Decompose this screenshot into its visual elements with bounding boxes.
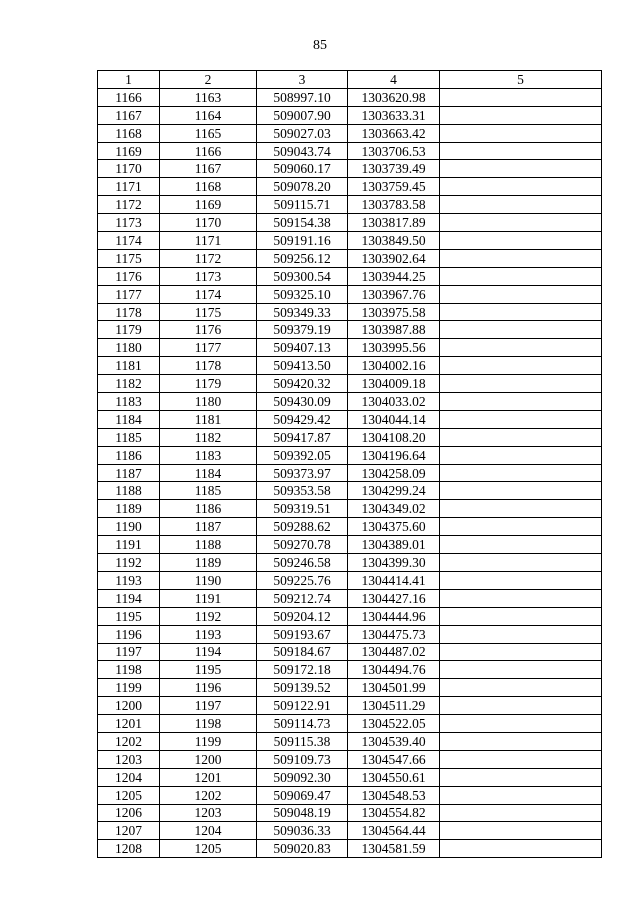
- cell-source-number: 1191: [160, 589, 257, 607]
- cell-source-number: 1166: [160, 142, 257, 160]
- cell-coordinate-y: 1304522.05: [348, 715, 440, 733]
- cell-coordinate-x: 509413.50: [257, 357, 348, 375]
- cell-coordinate-x: 509212.74: [257, 589, 348, 607]
- cell-note: [440, 106, 602, 124]
- cell-coordinate-y: 1303739.49: [348, 160, 440, 178]
- table-row: [98, 643, 602, 661]
- cell-source-number: 1178: [160, 357, 257, 375]
- table-row: [98, 661, 602, 679]
- cell-source-number: 1182: [160, 428, 257, 446]
- cell-note: [440, 232, 602, 250]
- table-row: [98, 124, 602, 142]
- cell-coordinate-x: 509184.67: [257, 643, 348, 661]
- cell-note: [440, 840, 602, 858]
- table-row: [98, 106, 602, 124]
- table-row: [98, 607, 602, 625]
- cell-source-number: 1187: [160, 518, 257, 536]
- table-row: [98, 822, 602, 840]
- cell-coordinate-y: 1304427.16: [348, 589, 440, 607]
- cell-note: [440, 214, 602, 232]
- cell-point-number: 1207: [98, 822, 160, 840]
- cell-source-number: 1177: [160, 339, 257, 357]
- cell-coordinate-y: 1304547.66: [348, 750, 440, 768]
- cell-coordinate-x: 509288.62: [257, 518, 348, 536]
- table-row: [98, 339, 602, 357]
- cell-point-number: 1185: [98, 428, 160, 446]
- cell-note: [440, 822, 602, 840]
- cell-coordinate-x: 509319.51: [257, 500, 348, 518]
- cell-note: [440, 643, 602, 661]
- cell-note: [440, 393, 602, 411]
- table-row: [98, 232, 602, 250]
- table-body: [98, 88, 602, 857]
- cell-note: [440, 124, 602, 142]
- table-row: [98, 732, 602, 750]
- cell-note: [440, 554, 602, 572]
- table-row: [98, 554, 602, 572]
- cell-point-number: 1179: [98, 321, 160, 339]
- table-row: [98, 249, 602, 267]
- cell-coordinate-y: 1304399.30: [348, 554, 440, 572]
- cell-point-number: 1191: [98, 536, 160, 554]
- table-row: [98, 804, 602, 822]
- table-row: [98, 786, 602, 804]
- cell-coordinate-x: 509300.54: [257, 267, 348, 285]
- cell-source-number: 1193: [160, 625, 257, 643]
- cell-note: [440, 786, 602, 804]
- cell-note: [440, 446, 602, 464]
- table-row: [98, 571, 602, 589]
- cell-coordinate-x: 509204.12: [257, 607, 348, 625]
- cell-coordinate-x: 509069.47: [257, 786, 348, 804]
- cell-coordinate-x: 509256.12: [257, 249, 348, 267]
- cell-coordinate-x: 509349.33: [257, 303, 348, 321]
- table-row: [98, 321, 602, 339]
- cell-coordinate-y: 1304258.09: [348, 464, 440, 482]
- cell-note: [440, 589, 602, 607]
- cell-coordinate-y: 1304414.41: [348, 571, 440, 589]
- cell-coordinate-x: 509430.09: [257, 393, 348, 411]
- cell-note: [440, 715, 602, 733]
- cell-coordinate-y: 1303759.45: [348, 178, 440, 196]
- cell-point-number: 1200: [98, 697, 160, 715]
- cell-coordinate-x: 509060.17: [257, 160, 348, 178]
- cell-coordinate-y: 1304009.18: [348, 375, 440, 393]
- cell-coordinate-y: 1304548.53: [348, 786, 440, 804]
- cell-point-number: 1186: [98, 446, 160, 464]
- cell-point-number: 1178: [98, 303, 160, 321]
- cell-point-number: 1168: [98, 124, 160, 142]
- cell-note: [440, 410, 602, 428]
- table-row: [98, 697, 602, 715]
- cell-note: [440, 571, 602, 589]
- cell-source-number: 1204: [160, 822, 257, 840]
- cell-note: [440, 88, 602, 106]
- cell-coordinate-x: 509036.33: [257, 822, 348, 840]
- cell-coordinate-x: 509007.90: [257, 106, 348, 124]
- table-row: [98, 679, 602, 697]
- table-row: [98, 840, 602, 858]
- cell-coordinate-x: 509392.05: [257, 446, 348, 464]
- cell-source-number: 1184: [160, 464, 257, 482]
- cell-source-number: 1189: [160, 554, 257, 572]
- cell-source-number: 1181: [160, 410, 257, 428]
- cell-note: [440, 267, 602, 285]
- cell-point-number: 1173: [98, 214, 160, 232]
- cell-coordinate-x: 509373.97: [257, 464, 348, 482]
- cell-source-number: 1196: [160, 679, 257, 697]
- cell-coordinate-y: 1303706.53: [348, 142, 440, 160]
- cell-coordinate-x: 509193.67: [257, 625, 348, 643]
- cell-source-number: 1186: [160, 500, 257, 518]
- cell-point-number: 1202: [98, 732, 160, 750]
- cell-coordinate-y: 1304349.02: [348, 500, 440, 518]
- cell-source-number: 1198: [160, 715, 257, 733]
- cell-coordinate-y: 1303783.58: [348, 196, 440, 214]
- cell-point-number: 1184: [98, 410, 160, 428]
- cell-point-number: 1177: [98, 285, 160, 303]
- cell-point-number: 1208: [98, 840, 160, 858]
- cell-source-number: 1171: [160, 232, 257, 250]
- cell-coordinate-x: 509092.30: [257, 768, 348, 786]
- table-header: [98, 71, 602, 89]
- cell-source-number: 1168: [160, 178, 257, 196]
- cell-note: [440, 428, 602, 446]
- cell-point-number: 1203: [98, 750, 160, 768]
- cell-source-number: 1190: [160, 571, 257, 589]
- cell-coordinate-y: 1304539.40: [348, 732, 440, 750]
- table-row: [98, 88, 602, 106]
- cell-source-number: 1183: [160, 446, 257, 464]
- column-header-4: 4: [348, 71, 440, 89]
- page-number: 85: [313, 38, 327, 53]
- cell-note: [440, 804, 602, 822]
- cell-source-number: 1201: [160, 768, 257, 786]
- table-row: [98, 410, 602, 428]
- cell-coordinate-y: 1303849.50: [348, 232, 440, 250]
- cell-coordinate-y: 1303995.56: [348, 339, 440, 357]
- cell-coordinate-y: 1304033.02: [348, 393, 440, 411]
- table-row: [98, 196, 602, 214]
- cell-point-number: 1176: [98, 267, 160, 285]
- cell-coordinate-y: 1304108.20: [348, 428, 440, 446]
- cell-note: [440, 357, 602, 375]
- cell-source-number: 1185: [160, 482, 257, 500]
- cell-note: [440, 142, 602, 160]
- cell-coordinate-x: 509172.18: [257, 661, 348, 679]
- cell-source-number: 1176: [160, 321, 257, 339]
- cell-point-number: 1169: [98, 142, 160, 160]
- cell-note: [440, 536, 602, 554]
- cell-coordinate-x: 509246.58: [257, 554, 348, 572]
- column-header-3: 3: [257, 71, 348, 89]
- cell-note: [440, 661, 602, 679]
- cell-source-number: 1197: [160, 697, 257, 715]
- table-row: [98, 446, 602, 464]
- cell-point-number: 1201: [98, 715, 160, 733]
- cell-point-number: 1182: [98, 375, 160, 393]
- cell-point-number: 1171: [98, 178, 160, 196]
- table-row: [98, 267, 602, 285]
- cell-source-number: 1179: [160, 375, 257, 393]
- cell-point-number: 1204: [98, 768, 160, 786]
- cell-coordinate-x: 509353.58: [257, 482, 348, 500]
- table-row: [98, 464, 602, 482]
- table-row: [98, 178, 602, 196]
- cell-source-number: 1172: [160, 249, 257, 267]
- cell-coordinate-x: 509225.76: [257, 571, 348, 589]
- table-row: [98, 518, 602, 536]
- cell-coordinate-y: 1303975.58: [348, 303, 440, 321]
- cell-coordinate-x: 509429.42: [257, 410, 348, 428]
- cell-source-number: 1175: [160, 303, 257, 321]
- cell-coordinate-x: 509420.32: [257, 375, 348, 393]
- cell-coordinate-x: 509407.13: [257, 339, 348, 357]
- table-row: [98, 285, 602, 303]
- cell-point-number: 1167: [98, 106, 160, 124]
- table-row: [98, 715, 602, 733]
- cell-point-number: 1199: [98, 679, 160, 697]
- table-row: [98, 160, 602, 178]
- cell-note: [440, 321, 602, 339]
- cell-note: [440, 697, 602, 715]
- table-row: [98, 500, 602, 518]
- cell-source-number: 1169: [160, 196, 257, 214]
- cell-coordinate-y: 1304444.96: [348, 607, 440, 625]
- cell-source-number: 1188: [160, 536, 257, 554]
- table-row: [98, 768, 602, 786]
- cell-coordinate-x: 509270.78: [257, 536, 348, 554]
- header-row: [98, 71, 602, 89]
- coordinates-table: [97, 70, 602, 858]
- cell-point-number: 1189: [98, 500, 160, 518]
- table-row: [98, 303, 602, 321]
- cell-coordinate-y: 1303663.42: [348, 124, 440, 142]
- cell-point-number: 1188: [98, 482, 160, 500]
- cell-coordinate-y: 1303987.88: [348, 321, 440, 339]
- cell-point-number: 1197: [98, 643, 160, 661]
- cell-coordinate-x: 509191.16: [257, 232, 348, 250]
- cell-coordinate-x: 509043.74: [257, 142, 348, 160]
- cell-coordinate-y: 1304299.24: [348, 482, 440, 500]
- cell-point-number: 1198: [98, 661, 160, 679]
- table-row: [98, 142, 602, 160]
- cell-coordinate-x: 509379.19: [257, 321, 348, 339]
- cell-coordinate-x: 508997.10: [257, 88, 348, 106]
- cell-source-number: 1199: [160, 732, 257, 750]
- cell-point-number: 1170: [98, 160, 160, 178]
- cell-note: [440, 375, 602, 393]
- cell-coordinate-x: 509154.38: [257, 214, 348, 232]
- cell-coordinate-y: 1304494.76: [348, 661, 440, 679]
- cell-point-number: 1172: [98, 196, 160, 214]
- table-row: [98, 357, 602, 375]
- cell-note: [440, 750, 602, 768]
- cell-source-number: 1203: [160, 804, 257, 822]
- cell-point-number: 1192: [98, 554, 160, 572]
- cell-point-number: 1187: [98, 464, 160, 482]
- cell-coordinate-y: 1303902.64: [348, 249, 440, 267]
- cell-point-number: 1190: [98, 518, 160, 536]
- cell-point-number: 1194: [98, 589, 160, 607]
- cell-note: [440, 500, 602, 518]
- cell-coordinate-y: 1304564.44: [348, 822, 440, 840]
- cell-coordinate-x: 509109.73: [257, 750, 348, 768]
- cell-source-number: 1202: [160, 786, 257, 804]
- cell-note: [440, 249, 602, 267]
- cell-coordinate-y: 1304044.14: [348, 410, 440, 428]
- table-row: [98, 214, 602, 232]
- cell-source-number: 1165: [160, 124, 257, 142]
- cell-coordinate-y: 1304002.16: [348, 357, 440, 375]
- cell-coordinate-y: 1304375.60: [348, 518, 440, 536]
- cell-source-number: 1174: [160, 285, 257, 303]
- cell-coordinate-x: 509122.91: [257, 697, 348, 715]
- cell-source-number: 1167: [160, 160, 257, 178]
- table-row: [98, 375, 602, 393]
- cell-note: [440, 607, 602, 625]
- cell-coordinate-y: 1304550.61: [348, 768, 440, 786]
- cell-source-number: 1163: [160, 88, 257, 106]
- cell-coordinate-y: 1303944.25: [348, 267, 440, 285]
- cell-source-number: 1192: [160, 607, 257, 625]
- cell-coordinate-x: 509417.87: [257, 428, 348, 446]
- cell-coordinate-y: 1304511.29: [348, 697, 440, 715]
- cell-coordinate-y: 1304389.01: [348, 536, 440, 554]
- cell-source-number: 1180: [160, 393, 257, 411]
- cell-note: [440, 196, 602, 214]
- cell-note: [440, 732, 602, 750]
- cell-note: [440, 518, 602, 536]
- cell-point-number: 1193: [98, 571, 160, 589]
- table-row: [98, 393, 602, 411]
- cell-coordinate-y: 1304487.02: [348, 643, 440, 661]
- cell-note: [440, 625, 602, 643]
- cell-coordinate-x: 509078.20: [257, 178, 348, 196]
- cell-source-number: 1173: [160, 267, 257, 285]
- cell-source-number: 1200: [160, 750, 257, 768]
- cell-coordinate-x: 509115.71: [257, 196, 348, 214]
- column-header-5: 5: [440, 71, 602, 89]
- cell-coordinate-x: 509048.19: [257, 804, 348, 822]
- cell-coordinate-x: 509020.83: [257, 840, 348, 858]
- cell-coordinate-x: 509027.03: [257, 124, 348, 142]
- cell-point-number: 1206: [98, 804, 160, 822]
- cell-coordinate-y: 1303817.89: [348, 214, 440, 232]
- table-row: [98, 536, 602, 554]
- cell-point-number: 1166: [98, 88, 160, 106]
- cell-note: [440, 679, 602, 697]
- table-row: [98, 482, 602, 500]
- cell-source-number: 1205: [160, 840, 257, 858]
- cell-point-number: 1181: [98, 357, 160, 375]
- cell-point-number: 1175: [98, 249, 160, 267]
- cell-note: [440, 285, 602, 303]
- cell-note: [440, 464, 602, 482]
- cell-point-number: 1205: [98, 786, 160, 804]
- cell-coordinate-x: 509115.38: [257, 732, 348, 750]
- cell-source-number: 1195: [160, 661, 257, 679]
- cell-source-number: 1170: [160, 214, 257, 232]
- column-header-2: 2: [160, 71, 257, 89]
- table-row: [98, 750, 602, 768]
- cell-coordinate-y: 1303967.76: [348, 285, 440, 303]
- cell-coordinate-y: 1304475.73: [348, 625, 440, 643]
- cell-point-number: 1183: [98, 393, 160, 411]
- cell-coordinate-y: 1304501.99: [348, 679, 440, 697]
- table-row: [98, 428, 602, 446]
- cell-point-number: 1174: [98, 232, 160, 250]
- cell-note: [440, 160, 602, 178]
- cell-coordinate-x: 509139.52: [257, 679, 348, 697]
- cell-note: [440, 339, 602, 357]
- cell-note: [440, 178, 602, 196]
- cell-coordinate-y: 1304581.59: [348, 840, 440, 858]
- cell-note: [440, 303, 602, 321]
- cell-coordinate-y: 1303620.98: [348, 88, 440, 106]
- cell-point-number: 1196: [98, 625, 160, 643]
- cell-coordinate-y: 1303633.31: [348, 106, 440, 124]
- cell-coordinate-y: 1304554.82: [348, 804, 440, 822]
- cell-note: [440, 482, 602, 500]
- cell-coordinate-x: 509114.73: [257, 715, 348, 733]
- column-header-1: 1: [98, 71, 160, 89]
- cell-note: [440, 768, 602, 786]
- table-row: [98, 625, 602, 643]
- table-row: [98, 589, 602, 607]
- cell-point-number: 1195: [98, 607, 160, 625]
- cell-coordinate-x: 509325.10: [257, 285, 348, 303]
- cell-coordinate-y: 1304196.64: [348, 446, 440, 464]
- cell-source-number: 1194: [160, 643, 257, 661]
- cell-point-number: 1180: [98, 339, 160, 357]
- cell-source-number: 1164: [160, 106, 257, 124]
